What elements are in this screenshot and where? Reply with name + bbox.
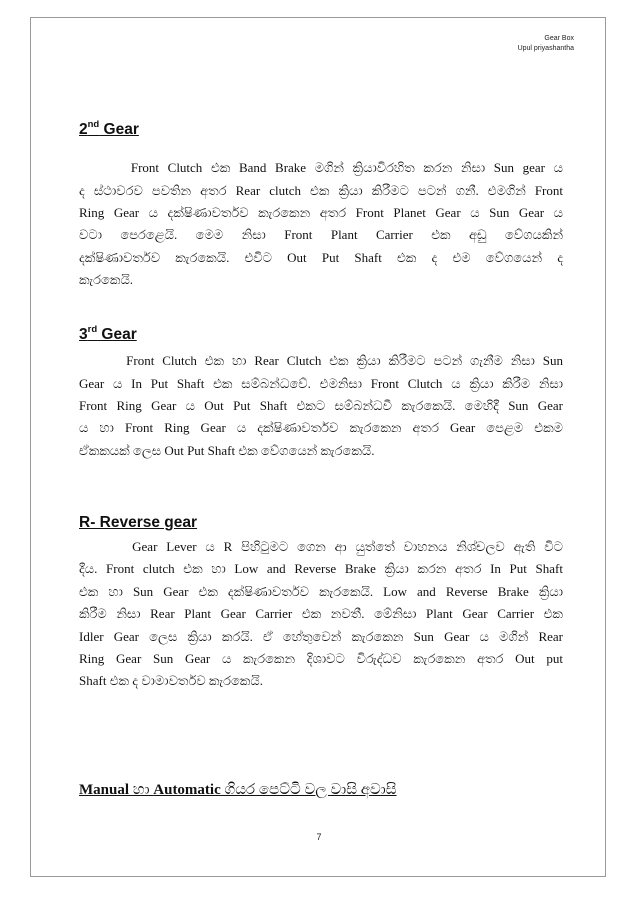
paragraph-line: Front Clutch එක Band Brake මගින් ක්‍රියාවිරහිත කරන නිසා Sun gear ය [79, 160, 563, 176]
paragraph-line: එක හා Sun Gear එක දක්ෂිණාවර්තව කැරකෙයි. Low and Reverse Brake ක්‍රියා [79, 583, 563, 599]
paragraph-line: Idler Gear ලෙස ක්‍රියා කරයි. ඒ හේතුවෙන් කැරකෙන Sun Gear ය මගින් Rear [79, 628, 563, 644]
paragraph-line: වටා පෙරළෙයි. මෙම නිසා Front Plant Carrier එක අඩු වේගයකින් [79, 227, 563, 243]
manual-automatic-heading: Manual හා Automatic ගියර පෙට්ටි වල වාසි අවාසි [79, 782, 397, 798]
paragraph-line: ය හා Front Ring Gear ය දක්ෂිණාවර්තව කැරකෙන අතර Gear පෙළම එකම [79, 420, 563, 436]
paragraph-line: කිරීම නිසා Rear Plant Gear Carrier එක නවතී. මේනිසා Plant Gear Carrier එක [79, 606, 563, 622]
paragraph-line: දක්ෂිණාවර්තව කැරකෙයි. එවිට Out Put Shaft එක ද එම වේගයෙන් ද [79, 249, 563, 265]
paragraph-line: Front Clutch එක හා Rear Clutch එක ක්‍රියා කිරීමට පටන් ගැනීම නිසා Sun [79, 353, 563, 369]
paragraph-line: ඒකකයක් ලෙස Out Put Shaft එක වේගයෙන් කැරකෙයි. [79, 442, 375, 458]
section-paragraph [79, 536, 563, 693]
paragraph-line: Gear Lever ය R පිහිටුමට ගෙන ආ යුත්තේ වාහනය නිශ්චලව ඇති විට [79, 539, 563, 554]
section-3rd-gear [79, 325, 563, 462]
section-2nd-gear [79, 120, 563, 292]
section-reverse-gear [79, 514, 563, 693]
section-heading: 2nd Gear [79, 119, 139, 139]
header-author: Upul priyashantha [517, 45, 574, 52]
section-paragraph [79, 350, 563, 462]
paragraph-line: Ring Gear Sun Gear ය කැරකෙන දිශාවට විරුද්ධව කැරකෙන අතර Out put [79, 651, 563, 667]
section-paragraph [79, 157, 563, 291]
paragraph-line: Gear ය In Put Shaft එක සම්බන්ධවේ. එමනිසා Front Clutch ය ක්‍රියා කිරීම නිසා [79, 375, 563, 391]
running-header [518, 34, 574, 54]
paragraph-line: Shaft එක ද වාමාවර්තව කැරකෙයි. [79, 673, 263, 689]
header-title: Gear Box [544, 35, 574, 42]
page-number: 7 [316, 832, 322, 842]
paragraph-line: දීය. Front clutch එක හා Low and Reverse Brake ක්‍රියා කරන අතර In Put Shaft [79, 561, 563, 577]
paragraph-line: ද ස්ථාවරව පවතින අතර Rear clutch එක ක්‍රියා කිරීමට පටන් ගනී. එමගින් Front [79, 182, 563, 198]
section-heading: R- Reverse gear [79, 514, 198, 531]
section-heading: 3rd Gear [79, 324, 137, 344]
paragraph-line: කැරකෙයි. [79, 272, 134, 288]
paragraph-line: Ring Gear ය දක්ෂිණාවර්තව කැරකෙන අතර Front Planet Gear ය Sun Gear ය [79, 204, 563, 220]
paragraph-line: Front Ring Gear ය Out Put Shaft එකට සම්බන්ධවී කැරකෙයි. මෙහිදී Sun Gear [79, 397, 563, 413]
